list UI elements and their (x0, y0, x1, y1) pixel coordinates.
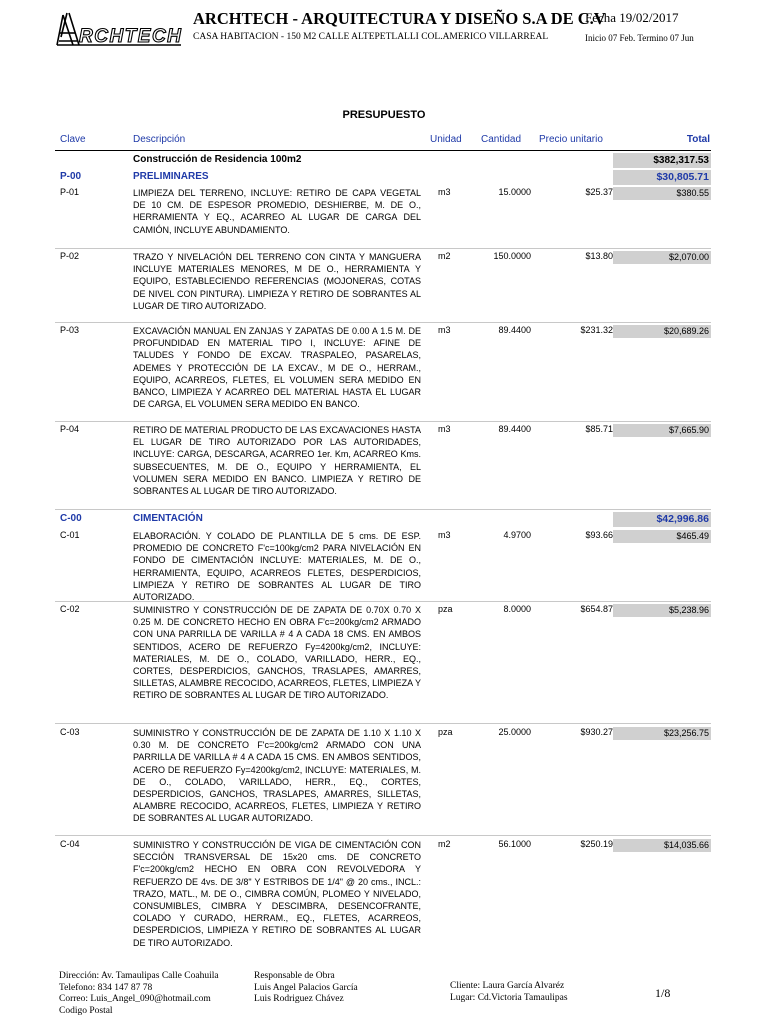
col-header-precio: Precio unitario (539, 134, 603, 145)
item-unit: m3 (438, 530, 451, 540)
item-total: $7,665.90 (613, 424, 711, 437)
item-quantity: 8.0000 (503, 604, 531, 614)
summary-label: Construcción de Residencia 100m2 (133, 154, 302, 165)
row-divider (55, 509, 711, 510)
item-unit: m2 (438, 839, 451, 849)
item-unit: pza (438, 604, 453, 614)
item-unit: pza (438, 727, 453, 737)
item-quantity: 25.0000 (498, 727, 531, 737)
row-divider (55, 421, 711, 422)
footer-address: Dirección: Av. Tamaulipas Calle Coahuila (59, 971, 219, 981)
summary-total: $382,317.53 (613, 153, 711, 168)
row-divider (55, 723, 711, 724)
item-unit-price: $930.27 (580, 727, 613, 737)
section-name: PRELIMINARES (133, 171, 209, 182)
row-divider (55, 601, 711, 602)
item-clave: P-01 (60, 187, 80, 197)
footer-email: Correo: Luis_Angel_090@hotmail.com (59, 994, 211, 1004)
item-total: $14,035.66 (613, 839, 711, 852)
section-total: $30,805.71 (613, 170, 711, 185)
col-header-total: Total (686, 134, 710, 145)
item-description: RETIRO DE MATERIAL PRODUCTO DE LAS EXCAVACIONES HASTA EL LUGAR DE TIRO AUTORIZADO POR LAS AUTORIDADES, INCLUYE: CARGA, DESCARGA, ACARREO 1er. Km, ACARREO Kms. SUBSECUENTES, M. DE O., EQUIPO Y HERRAMIENTA, EL VOLUMEN SERA MEDIDO EN BANCO. LIMPIEZA Y RETIRO DE SOBRANTES AL LUGAR DE TIRO AUTORIZADO. (133, 425, 421, 497)
item-unit-price: $93.66 (585, 530, 613, 540)
footer-postal: Codigo Postal (59, 1005, 113, 1016)
footer-location: Lugar: Cd.Victoria Tamaulipas (450, 992, 568, 1003)
col-header-cantidad: Cantidad (481, 134, 522, 145)
item-description: SUMINISTRO Y CONSTRUCCIÓN DE VIGA DE CIMENTACIÓN CON SECCIÓN TRANSVERSAL DE 15x20 cms. DE CONCRETO F'c=200kg/cm2 HECHO EN OBRA CON REVOLVEDORA Y REFUERZO DE 4vs. DE 3/8" Y ESTRIBOS DE 1/4" @ 20 cms., INCL.: TRAZO, MATL., M. DE O., CIMBRA COMÚN, PLOMEO Y NIVELADO, CONSUMIBLES, CIMBRA Y DESCIMBRA, DESENCOFRANTE, COLADO Y CURADO, HERRAM., EQ., FLETES, ACARREOS, DESPERDICIOS, LIMPIEZA Y RETIRO DE SOBRANTES AL LUGAR DE TIRO AUTORIZADO. (133, 840, 421, 948)
footer-resp-1: Luis Angel Palacios García (254, 982, 358, 993)
item-description: SUMINISTRO Y CONSTRUCCIÓN DE DE ZAPATA DE 0.70X 0.70 X 0.25 M. DE CONCRETO HECHO EN OBRA F'c=200kg/cm2 ARMADO CON UNA PARRILLA DE VARILLA # 4 A CADA 18 CMS. EN AMBOS SENTIDOS, ACERO DE REFUERZO Fy=4200kg/cm2, INCLUYE: MATERIALES, M. DE O., COLADO, VARILLADO, HERR., EQ., CORTES, DESPERDICIOS, GANCHOS, TRASLAPES, AMARRES, SILLETAS, ALAMBRE RECOCIDO, ACARREOS, FLETES, LIMPIEZA Y RETIRO DE SOBRANTES AL LUGAR DE TIRO AUTORIZADO. (133, 605, 421, 701)
footer-resp-2: Luis Rodriguez Chávez (254, 994, 344, 1004)
item-quantity: 89.4400 (498, 424, 531, 434)
document-title: PRESUPUESTO (342, 109, 426, 121)
item-unit: m3 (438, 325, 451, 335)
date-label: Fecha 19/02/2017 (585, 10, 679, 25)
footer-phone: Telefono: 834 147 87 78 (59, 982, 153, 993)
item-total: $465.49 (613, 530, 711, 543)
item-description: TRAZO Y NIVELACIÓN DEL TERRENO CON CINTA Y MANGUERA INCLUYE MATERIALES MENORES, M DE O., HERRAMIENTA Y EQUIPO, ESTABLECIENDO REFERENCIAS (MOJONERAS, COTAS DE NIVEL CON PINTURA). LIMPIEZA Y RETIRO DE SOBRANTES AL LUGAR DE TIRO AUTORIZADO. (133, 252, 421, 311)
item-unit: m3 (438, 424, 451, 434)
item-unit-price: $231.32 (580, 325, 613, 335)
item-clave: C-02 (60, 604, 80, 614)
section-total: $42,996.86 (613, 512, 711, 527)
item-quantity: 89.4400 (498, 325, 531, 335)
item-clave: C-03 (60, 727, 80, 737)
row-divider (55, 248, 711, 249)
item-total: $23,256.75 (613, 727, 711, 740)
summary-row (55, 153, 711, 169)
col-header-descripcion: Descripción (133, 134, 186, 145)
svg-text:RCHTECH: RCHTECH (79, 26, 183, 47)
item-clave: P-04 (60, 424, 80, 434)
footer-responsible (254, 971, 358, 1006)
item-unit: m3 (438, 187, 451, 197)
item-clave: P-03 (60, 325, 80, 335)
footer-client-name: Cliente: Laura García Alvaréz (450, 981, 565, 991)
item-unit-price: $654.87 (580, 604, 613, 614)
page-number: 1/8 (655, 986, 671, 1000)
footer-contact (59, 971, 219, 1017)
item-total: $5,238.96 (613, 604, 711, 617)
item-clave: C-04 (60, 839, 80, 849)
section-code: P-00 (60, 171, 82, 182)
item-unit: m2 (438, 251, 451, 261)
item-unit-price: $85.71 (585, 424, 613, 434)
item-quantity: 56.1000 (498, 839, 531, 849)
item-total: $20,689.26 (613, 325, 711, 338)
header-rule (55, 150, 711, 151)
col-header-unidad: Unidad (430, 134, 462, 145)
row-divider (55, 322, 711, 323)
item-description: LIMPIEZA DEL TERRENO, INCLUYE: RETIRO DE CAPA VEGETAL DE 10 CM. DE ESPESOR PROMEDIO, DESHIERBE, M. DE O., HERRAMIENTA Y EQ., ACARREO AL LUGAR DE CARGA DEL CAMIÓN, INCLUYE ABUNDAMIENTO. (133, 188, 421, 235)
item-description: ELABORACIÓN. Y COLADO DE PLANTILLA DE 5 cms. DE ESP. PROMEDIO DE CONCRETO F'c=100kg/cm2 PARA NIVELACIÓN EN FONDO DE CIMENTACIÓN INCLUYE: MATERIALES, M. DE O., HERRAMIENTA, EQUIPO, ACARREOS FLETES, DESPERDICIOS, LIMPIEZA Y RETIRO DE SOBRANTES AL LUGAR DE TIRO AUTORIZADO. (133, 531, 421, 603)
item-quantity: 150.0000 (493, 251, 531, 261)
section-code: C-00 (60, 513, 82, 524)
row-divider (55, 835, 711, 836)
item-clave: P-02 (60, 251, 80, 261)
item-unit-price: $13.80 (585, 251, 613, 261)
item-total: $2,070.00 (613, 251, 711, 264)
item-quantity: 4.9700 (503, 530, 531, 540)
col-header-clave: Clave (60, 134, 86, 145)
section-name: CIMENTACIÓN (133, 513, 203, 524)
item-unit-price: $250.19 (580, 839, 613, 849)
project-address: CASA HABITACION - 150 M2 CALLE ALTEPETLALLI COL.AMERICO VILLARREAL (193, 32, 549, 42)
item-description: SUMINISTRO Y CONSTRUCCIÓN DE DE ZAPATA DE 1.10 X 1.10 X 0.30 M. DE CONCRETO F'c=200kg/cm2 ARMADO CON UNA PARRILLA DE VARILLA # 4 A CADA 15 CMS. EN AMBOS SENTIDOS, ACERO DE REFUERZO Fy=4200kg/cm2, INCLUYE: MATERIALES, M. DE O., COLADO, VARILLADO, HERR., EQ., CORTES, DESPERDICIOS, GANCHOS, TRASLAPES, AMARRES, SILLETAS, ALAMBRE RECOCIDO, ACARREOS, FLETES, LIMPIEZA Y RETIRO DE SOBRANTES AL LUGAR AUTORIZADO. (133, 728, 421, 824)
item-quantity: 15.0000 (498, 187, 531, 197)
item-total: $380.55 (613, 187, 711, 200)
item-clave: C-01 (60, 530, 80, 540)
footer-client (450, 981, 568, 1004)
archtech-logo (55, 11, 183, 47)
item-unit-price: $25.37 (585, 187, 613, 197)
item-description: EXCAVACIÓN MANUAL EN ZANJAS Y ZAPATAS DE 0.00 A 1.5 M. DE PROFUNDIDAD EN MATERIAL TIPO I, INCLUYE: AFINE DE TALUDES Y FONDO DE EXCAV. TRASPALEO, PASARELAS, ADEMES Y PROTECCIÓN DE LA EXCAV., M DE O., HERRAM., EQUIPO, ACARREOS, FLETES, EL VOLUMEN SERA MEDIDO EN BANCO, LIMPIEZA Y ACARREO DEL MATERIAL HASTA EL LUGAR DE CARGA, EL VOLUMEN SERA MEDIDO EN BANCO. (133, 326, 421, 410)
company-name: ARCHTECH - ARQUITECTURA Y DISEÑO S.A DE C.V (193, 9, 606, 28)
section-row (55, 170, 711, 185)
footer-resp-title: Responsable de Obra (254, 971, 335, 981)
section-row (55, 512, 711, 527)
schedule-label: Inicio 07 Feb. Termino 07 Jun (585, 33, 694, 43)
